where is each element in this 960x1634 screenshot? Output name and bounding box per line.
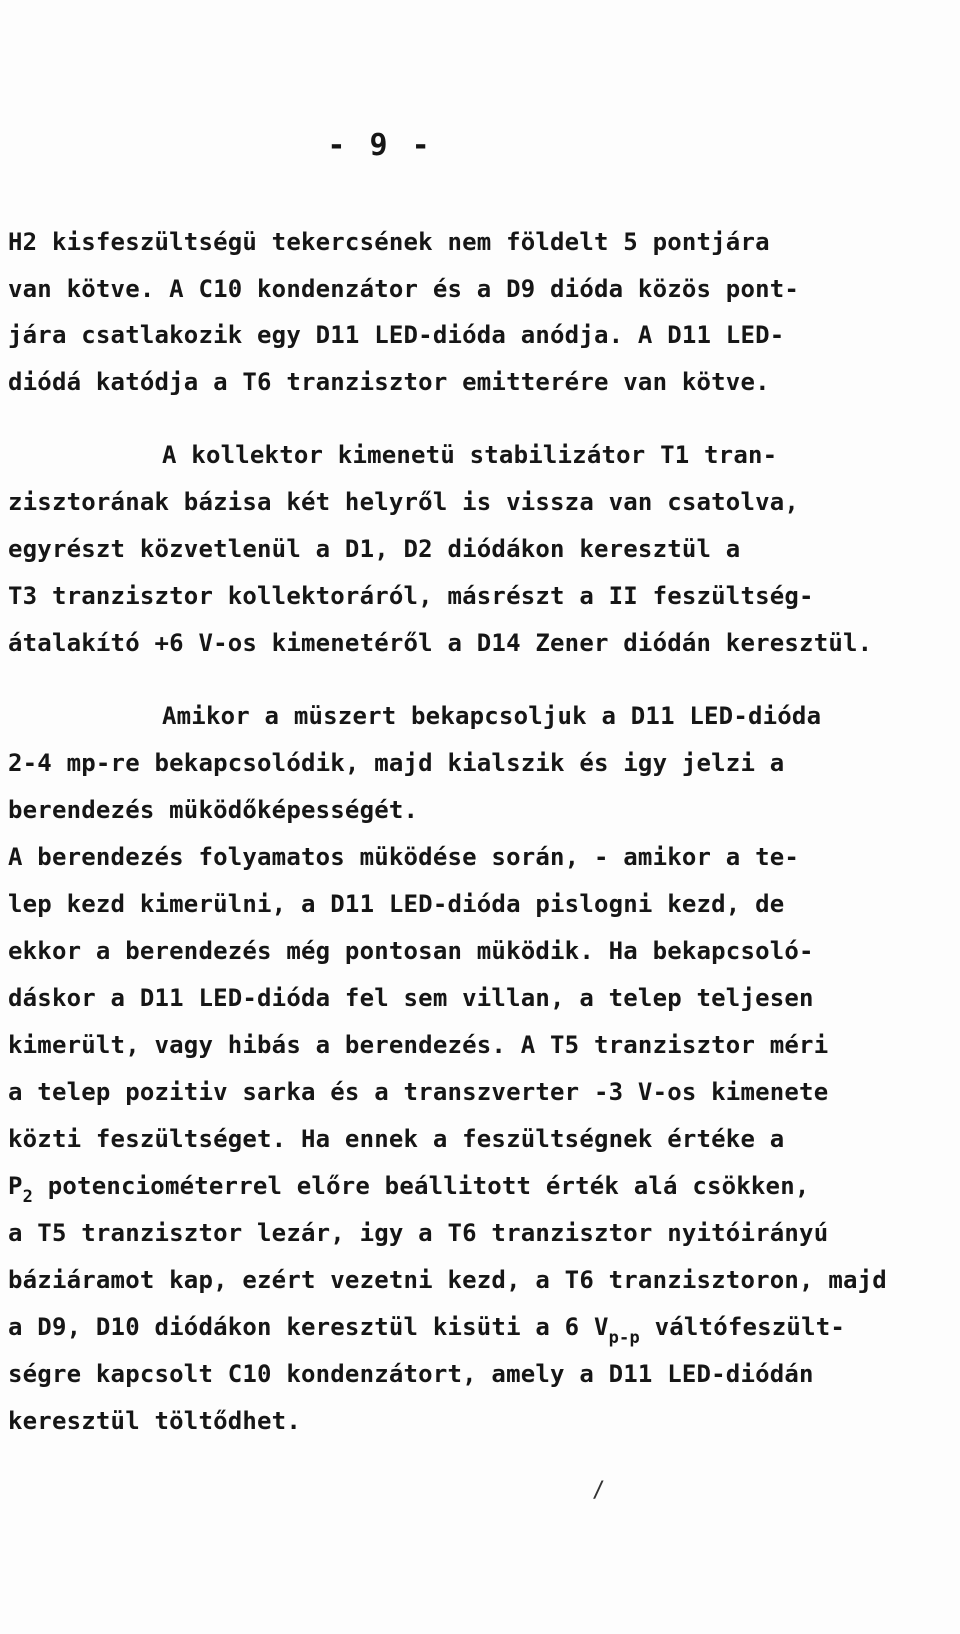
text-line: a T5 tranzisztor lezár, igy a T6 tranzisztor nyitóirányú [8,1219,829,1247]
text-segment: potenciométerrel előre beállitott érték alá csökken, [47,1172,810,1200]
text-line: jára csatlakozik egy D11 LED-dióda anódja. A D11 LED- [8,321,785,349]
text-line [8,1313,846,1348]
text-line: van kötve. A C10 kondenzátor és a D9 dióda közös pont- [8,275,800,303]
text-line: zisztorának bázisa két helyről is vissza van csatolva, [8,488,800,516]
text-line: diódá katódja a T6 tranzisztor emitterére van kötve. [8,368,770,396]
text-line: közti feszültséget. Ha ennek a feszültségnek értéke a [8,1125,785,1153]
page-number: - 9 - [327,128,433,163]
p2-subscript: 2 [22,1187,34,1207]
text-line: H2 kisfeszültségü tekercsének nem földelt 5 pontjára [8,228,770,256]
text-line: T3 tranzisztor kollektoráról, másrészt a II feszültség- [8,582,814,610]
text-line: A berendezés folyamatos müködése során, - amikor a te- [8,843,800,871]
text-line: dáskor a D11 LED-dióda fel sem villan, a telep teljesen [8,984,814,1012]
vpp-subscript: p-p [608,1328,640,1348]
text-line: ségre kapcsolt C10 kondenzátort, amely a D11 LED-diódán [8,1360,814,1388]
text-line: Amikor a müszert bekapcsoljuk a D11 LED-dióda [162,702,822,730]
text-line: a telep pozitiv sarka és a transzverter -3 V-os kimenete [8,1078,829,1106]
text-line: egyrészt közvetlenül a D1, D2 diódákon keresztül a [8,535,741,563]
text-line: ekkor a berendezés még pontosan müködik. Ha bekapcsoló- [8,937,814,965]
stray-mark: / [592,1478,606,1503]
p2-symbol: P [8,1172,23,1200]
text-segment: váltófeszült- [654,1313,846,1341]
text-line: keresztül töltődhet. [8,1407,301,1435]
text-line: lep kezd kimerülni, a D11 LED-dióda pislogni kezd, de [8,890,785,918]
text-line: átalakító +6 V-os kimenetéről a D14 Zener diódán keresztül. [8,629,873,657]
text-line: 2-4 mp-re bekapcsolódik, majd kialszik és igy jelzi a [8,749,785,777]
text-line: A kollektor kimenetü stabilizátor T1 tran- [162,441,778,469]
text-line: báziáramot kap, ezért vezetni kezd, a T6 tranzisztoron, majd [8,1266,887,1294]
text-line [8,1172,810,1207]
text-line: kimerült, vagy hibás a berendezés. A T5 tranzisztor méri [8,1031,829,1059]
text-segment: a D9, D10 diódákon keresztül kisüti a 6 V [8,1313,609,1341]
text-line: berendezés müködőképességét. [8,796,419,824]
